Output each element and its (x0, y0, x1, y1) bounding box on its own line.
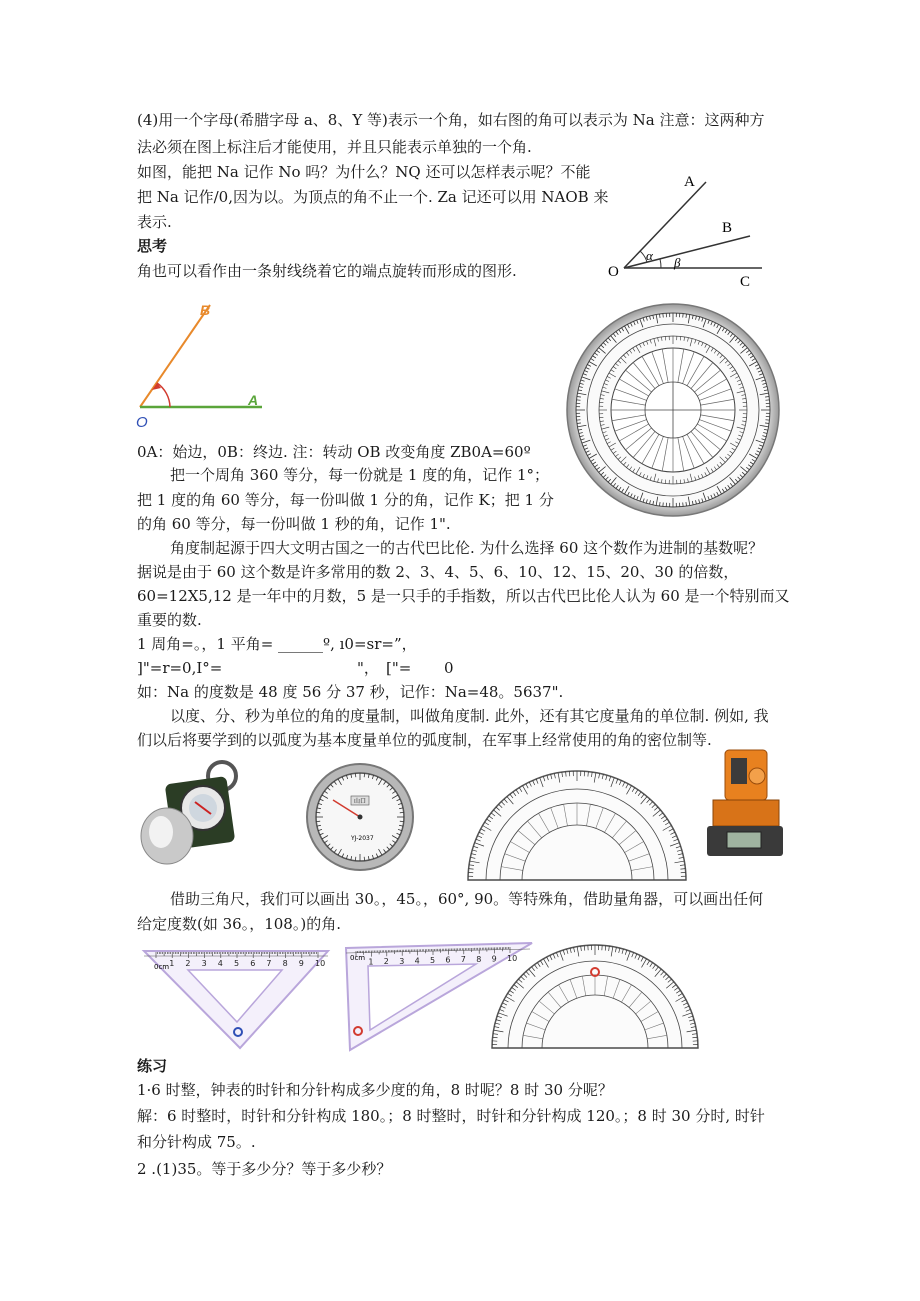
angle-figure-abc (600, 170, 770, 290)
ruler-number: 9 (298, 959, 304, 968)
section4-line3: 如图，能把 Na 记作 No 吗？为什么？NQ 还可以怎样表示呢？不能 (137, 163, 591, 181)
history-line1: 角度制起源于四大文明古国之一的古代巴比伦. 为什么选择 60 这个数作为进制的基数呢？ (170, 539, 764, 557)
gauge-brand: 山口 (354, 798, 367, 805)
definitions-line2: 把一个周角 360 等分，每一份就是 1 度的角，记作 1°； (170, 466, 550, 484)
ray-label-o: O (136, 414, 148, 431)
ruler-number: 3 (201, 959, 207, 968)
drawing-line2: 给定度数(如 36。，108。)的角. (137, 915, 341, 933)
set-square-45 (142, 948, 332, 1052)
fill-line2-mid: "， (357, 659, 379, 677)
ruler-number: 6 (445, 955, 451, 965)
compass-image (137, 758, 247, 873)
ruler1-unit: 0cm (154, 963, 170, 971)
fill-line2-end: 0 (444, 659, 454, 677)
example-line: 如：Na 的度数是 48 度 56 分 37 秒，记作：Na=48。5637". (137, 683, 564, 701)
label-c: C (740, 274, 751, 290)
label-b: B (722, 220, 733, 236)
ruler-number: 7 (460, 955, 466, 965)
ruler2-unit: 0cm (350, 954, 366, 962)
label-o: O (608, 264, 619, 280)
practice-title: 练习 (137, 1057, 168, 1075)
circular-protractor-image (565, 302, 781, 518)
ruler-number: 2 (185, 959, 191, 968)
section4-line2: 法必须在图上标注后才能使用，并且只能表示单独的一个角. (137, 138, 532, 156)
label-beta: β (674, 255, 681, 270)
think-text: 角也可以看作由一条射线绕着它的端点旋转而形成的图形. (137, 262, 517, 280)
ruler-number: 7 (266, 959, 272, 968)
practice-a1-line1: 解：6 时整时，时针和分针构成 180。；8 时整时，时针和分针构成 120。；8 时 30 分时, 时针 (137, 1107, 765, 1125)
ruler-number: 4 (414, 956, 420, 966)
rotating-ray-figure (130, 295, 280, 430)
ruler-number: 3 (399, 956, 405, 966)
fill-line2-bracket: ["= (386, 659, 412, 677)
half-protractor-2 (490, 942, 700, 1052)
history-line3: 60=12X5,12 是一年中的月数，5 是一只手的手指数，所以古代巴比伦人认为 60 是一个特别而又 (137, 587, 790, 605)
drawing-line1: 借助三角尺，我们可以画出 30。，45。，60°, 90。等特殊角，借助量角器，可以画出任何 (170, 890, 764, 908)
gauge-model: YJ-2037 (351, 835, 374, 842)
ruler-number: 5 (430, 956, 436, 965)
section4-line1: (4)用一个字母(希腊字母 a、8、Y 等)表示一个角，如右图的角可以表示为 Na 注意：这两种方 (137, 111, 765, 129)
history-line4: 重要的数. (137, 611, 202, 629)
history-line2: 据说是由于 60 这个数是许多常用的数 2、3、4、5、6、10、12、15、20、30 的倍数， (137, 563, 739, 581)
section4-line5: 表示. (137, 213, 172, 231)
section4-line4: 把 Na 记作/0,因为以。为顶点的角不止一个. Za 记还可以用 NAOB 来 (137, 188, 609, 206)
units-line2: 们以后将要学到的以弧度为基本度量单位的弧度制，在军事上经常使用的角的密位制等. (137, 731, 712, 749)
ruler-number: 8 (282, 959, 288, 968)
gauge-image (305, 762, 415, 872)
ray-label-b: B (200, 302, 211, 318)
ruler-number: 8 (476, 954, 482, 964)
ruler-number: 10 (507, 954, 518, 963)
ray-label-a: A (248, 392, 259, 408)
label-alpha: α (646, 248, 653, 263)
ruler-number: 5 (234, 959, 240, 968)
theodolite-image (705, 748, 785, 863)
think-title: 思考 (137, 237, 168, 255)
fill-line1: 1 周角=。，1 平角= ______º, ı0=sr=”， (137, 635, 417, 653)
definitions-line1: 0A：始边，0B：终边. 注：转动 OB 改变角度 ZB0A=60º (137, 443, 531, 461)
ruler-number: 1 (368, 957, 374, 967)
practice-q2: 2 .(1)35。等于多少分？等于多少秒？ (137, 1160, 392, 1178)
practice-a1-line2: 和分针构成 75。. (137, 1133, 256, 1151)
practice-q1: 1·6 时整，钟表的时针和分针构成多少度的角，8 时呢？8 时 30 分呢？ (137, 1081, 613, 1099)
label-a: A (684, 174, 695, 190)
fill-line2-start: ]"=r=0,I°= (137, 659, 223, 677)
definitions-line3: 把 1 度的角 60 等分，每一份叫做 1 分的角，记作 K；把 1 分 (137, 491, 554, 509)
ruler-number: 2 (383, 957, 389, 967)
half-protractor-image (466, 770, 688, 882)
definitions-line4: 的角 60 等分，每一份叫做 1 秒的角，记作 1". (137, 515, 451, 533)
ruler-number: 6 (250, 959, 256, 968)
ruler-number: 1 (169, 959, 175, 968)
ruler-number: 9 (491, 954, 497, 964)
ruler-number: 4 (217, 959, 223, 968)
ruler-number: 10 (315, 959, 326, 968)
units-line1: 以度、分、秒为单位的角的度量制，叫做角度制. 此外，还有其它度量角的单位制. 例如, 我 (170, 707, 769, 725)
